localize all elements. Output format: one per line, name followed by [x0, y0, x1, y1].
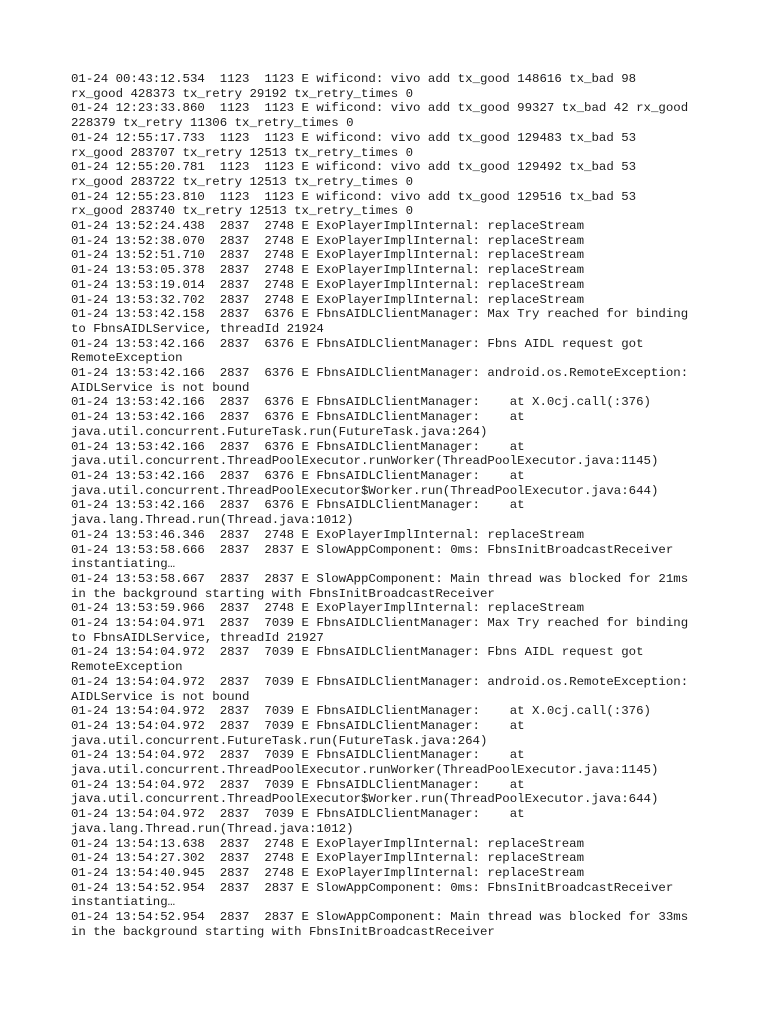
- log-line: rx_good 428373 tx_retry 29192 tx_retry_times 0: [71, 86, 414, 101]
- log-line: 01-24 13:53:32.702 2837 2748 E ExoPlayerImplInternal: replaceStream: [71, 292, 585, 307]
- log-line: rx_good 283707 tx_retry 12513 tx_retry_times 0: [71, 145, 414, 160]
- log-line: 01-24 13:53:42.166 2837 6376 E FbnsAIDLClientManager: Fbns AIDL request got: [71, 336, 644, 351]
- log-line: 228379 tx_retry 11306 tx_retry_times 0: [71, 116, 354, 131]
- log-line: 01-24 13:54:04.972 2837 7039 E FbnsAIDLClientManager: at: [71, 807, 525, 822]
- log-line: RemoteException: [71, 660, 183, 675]
- log-text-block: [71, 72, 711, 939]
- log-line: 01-24 13:54:04.971 2837 7039 E FbnsAIDLClientManager: Max Try reached for binding: [71, 616, 689, 631]
- log-line: java.util.concurrent.ThreadPoolExecutor$Worker.run(ThreadPoolExecutor.java:644): [71, 792, 659, 807]
- log-line: to FbnsAIDLService, threadId 21927: [71, 630, 324, 645]
- log-line: AIDLService is not bound: [71, 689, 250, 704]
- log-line: java.util.concurrent.ThreadPoolExecutor.runWorker(ThreadPoolExecutor.java:1145): [71, 454, 659, 469]
- log-line: 01-24 13:53:42.166 2837 6376 E FbnsAIDLClientManager: at: [71, 468, 525, 483]
- log-line: java.lang.Thread.run(Thread.java:1012): [71, 513, 354, 528]
- log-line: 01-24 12:23:33.860 1123 1123 E wificond: vivo add tx_good 99327 tx_bad 42 rx_good: [71, 101, 689, 116]
- log-line: instantiating…: [71, 557, 176, 572]
- log-line: 01-24 13:54:04.972 2837 7039 E FbnsAIDLClientManager: at: [71, 748, 525, 763]
- log-line: 01-24 13:54:04.972 2837 7039 E FbnsAIDLClientManager: at: [71, 718, 525, 733]
- log-line: 01-24 13:53:42.166 2837 6376 E FbnsAIDLClientManager: at: [71, 410, 525, 425]
- log-line: 01-24 13:54:04.972 2837 7039 E FbnsAIDLClientManager: at: [71, 777, 525, 792]
- log-line: 01-24 13:54:04.972 2837 7039 E FbnsAIDLClientManager: Fbns AIDL request got: [71, 645, 644, 660]
- log-line: rx_good 283722 tx_retry 12513 tx_retry_times 0: [71, 174, 414, 189]
- log-line: java.util.concurrent.FutureTask.run(FutureTask.java:264): [71, 424, 488, 439]
- log-line: RemoteException: [71, 351, 183, 366]
- log-line: 01-24 13:54:04.972 2837 7039 E FbnsAIDLClientManager: at X.0cj.call(:376): [71, 704, 651, 719]
- log-line: 01-24 13:53:42.158 2837 6376 E FbnsAIDLClientManager: Max Try reached for binding: [71, 307, 689, 322]
- log-line: 01-24 13:53:19.014 2837 2748 E ExoPlayerImplInternal: replaceStream: [71, 277, 585, 292]
- log-line: 01-24 13:53:42.166 2837 6376 E FbnsAIDLClientManager: android.os.RemoteException:: [71, 366, 689, 381]
- log-line: 01-24 13:54:52.954 2837 2837 E SlowAppComponent: 0ms: FbnsInitBroadcastReceiver: [71, 880, 674, 895]
- log-line: 01-24 13:53:42.166 2837 6376 E FbnsAIDLClientManager: at: [71, 439, 525, 454]
- log-line: 01-24 13:53:59.966 2837 2748 E ExoPlayerImplInternal: replaceStream: [71, 601, 585, 616]
- log-line: 01-24 13:52:38.070 2837 2748 E ExoPlayerImplInternal: replaceStream: [71, 233, 585, 248]
- log-line: 01-24 00:43:12.534 1123 1123 E wificond: vivo add tx_good 148616 tx_bad 98: [71, 72, 637, 86]
- log-line: in the background starting with FbnsInitBroadcastReceiver: [71, 586, 495, 601]
- log-line: java.util.concurrent.FutureTask.run(FutureTask.java:264): [71, 733, 488, 748]
- log-line: instantiating…: [71, 895, 176, 910]
- log-line: 01-24 13:54:13.638 2837 2748 E ExoPlayerImplInternal: replaceStream: [71, 836, 585, 851]
- log-line: 01-24 13:54:27.302 2837 2748 E ExoPlayerImplInternal: replaceStream: [71, 851, 585, 866]
- log-line: AIDLService is not bound: [71, 380, 250, 395]
- log-line: 01-24 13:52:24.438 2837 2748 E ExoPlayerImplInternal: replaceStream: [71, 219, 585, 234]
- log-line: 01-24 13:53:42.166 2837 6376 E FbnsAIDLClientManager: at: [71, 498, 525, 513]
- log-line: 01-24 13:53:58.666 2837 2837 E SlowAppComponent: 0ms: FbnsInitBroadcastReceiver: [71, 542, 674, 557]
- log-line: 01-24 13:54:40.945 2837 2748 E ExoPlayerImplInternal: replaceStream: [71, 865, 585, 880]
- log-line: 01-24 13:53:46.346 2837 2748 E ExoPlayerImplInternal: replaceStream: [71, 527, 585, 542]
- log-line: 01-24 13:54:52.954 2837 2837 E SlowAppComponent: Main thread was blocked for 33ms: [71, 910, 689, 925]
- log-line: to FbnsAIDLService, threadId 21924: [71, 321, 324, 336]
- log-line: java.util.concurrent.ThreadPoolExecutor$Worker.run(ThreadPoolExecutor.java:644): [71, 483, 659, 498]
- log-line: 01-24 12:55:20.781 1123 1123 E wificond: vivo add tx_good 129492 tx_bad 53: [71, 160, 637, 175]
- log-line: 01-24 13:53:42.166 2837 6376 E FbnsAIDLClientManager: at X.0cj.call(:376): [71, 395, 651, 410]
- log-line: rx_good 283740 tx_retry 12513 tx_retry_times 0: [71, 204, 414, 219]
- log-line: 01-24 13:53:58.667 2837 2837 E SlowAppComponent: Main thread was blocked for 21ms: [71, 571, 689, 586]
- log-line: 01-24 12:55:23.810 1123 1123 E wificond: vivo add tx_good 129516 tx_bad 53: [71, 189, 637, 204]
- log-line: 01-24 13:54:04.972 2837 7039 E FbnsAIDLClientManager: android.os.RemoteException:: [71, 674, 689, 689]
- log-line: 01-24 12:55:17.733 1123 1123 E wificond: vivo add tx_good 129483 tx_bad 53: [71, 130, 637, 145]
- log-line: java.lang.Thread.run(Thread.java:1012): [71, 821, 354, 836]
- log-line: java.util.concurrent.ThreadPoolExecutor.runWorker(ThreadPoolExecutor.java:1145): [71, 763, 659, 778]
- log-line: 01-24 13:53:05.378 2837 2748 E ExoPlayerImplInternal: replaceStream: [71, 263, 585, 278]
- log-line: in the background starting with FbnsInitBroadcastReceiver: [71, 924, 495, 939]
- log-line: 01-24 13:52:51.710 2837 2748 E ExoPlayerImplInternal: replaceStream: [71, 248, 585, 263]
